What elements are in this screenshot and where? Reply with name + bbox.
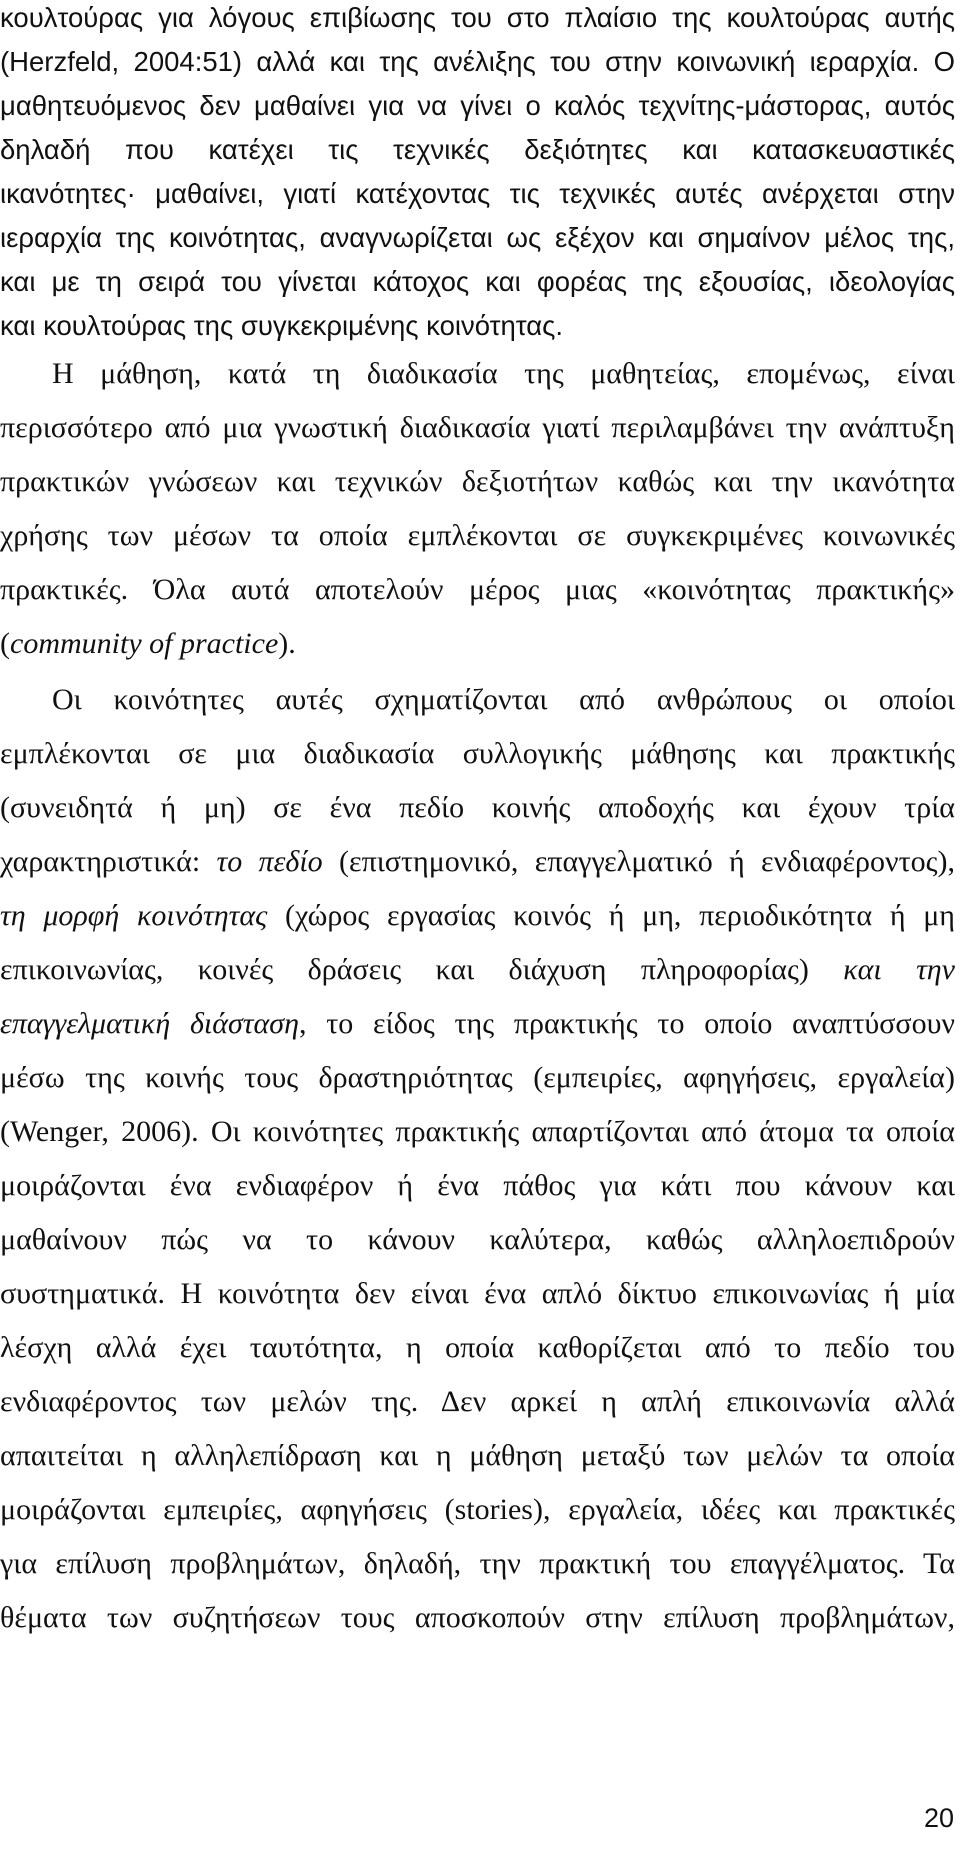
p3-line-3: (συνειδητά ή μη) σε ένα πεδίο κοινής αποδοχής και έχουν τρία <box>0 791 955 824</box>
p3-line-14: ενδιαφέροντος των μελών της. Δεν αρκεί η απλή επικοινωνία αλλά <box>0 1385 955 1418</box>
p3-line-5 <box>0 898 955 934</box>
p3-line-16: μοιράζονται εμπειρίες, αφηγήσεις (stories), εργαλεία, ιδέες και πρακτικές <box>0 1493 955 1526</box>
p3-line-7-b: , το είδος της πρακτικής το οποίο αναπτύσσουν <box>298 1007 955 1040</box>
p1-line-8: και κουλτούρας της συγκεκριμένης κοινότητας. <box>0 310 564 341</box>
p1-line-7: και με τη σειρά του γίνεται κάτοχος και φορέας της εξουσίας, ιδεολογίας <box>0 266 955 297</box>
p1-line-4: δηλαδή που κατέχει τις τεχνικές δεξιότητες και κατασκευαστικές <box>0 134 955 165</box>
p3-line-5-b: (χώρος εργασίας κοινός ή μη, περιοδικότητα ή μη <box>267 899 955 932</box>
p3-line-6-a: επικοινωνίας, κοινές δράσεις και διάχυση πληροφορίας) <box>0 953 844 986</box>
page-number: 20 <box>923 1803 954 1833</box>
p3-line-18: θέματα των συζητήσεων τους αποσκοπούν στην επίλυση προβλημάτων, <box>0 1601 955 1634</box>
p2-line-6-open: ( <box>0 627 10 660</box>
p2-line-6-close: ). <box>278 627 296 660</box>
p3-line-4-italic: το πεδίο <box>216 845 323 878</box>
p2-line-5: πρακτικές. Όλα αυτά αποτελούν μέρος μιας «κοινότητας πρακτικής» <box>0 573 955 606</box>
p3-line-8: μέσω της κοινής τους δραστηριότητας (εμπειρίες, αφηγήσεις, εργαλεία) <box>0 1061 955 1094</box>
p2-line-1: Η μάθηση, κατά τη διαδικασία της μαθητείας, επομένως, είναι <box>52 357 955 390</box>
p2-line-4: χρήσης των μέσων τα οποία εμπλέκονται σε συγκεκριμένες κοινωνικές <box>0 519 955 552</box>
p2-line-2: περισσότερο από μια γνωστική διαδικασία γιατί περιλαμβάνει την ανάπτυξη <box>0 411 955 444</box>
p2-line-6-italic: community of practice <box>10 627 279 660</box>
p1-line-5: ικανότητες· μαθαίνει, γιατί κατέχοντας τις τεχνικές αυτές ανέρχεται στην <box>0 178 955 209</box>
p3-line-13: λέσχη αλλά έχει ταυτότητα, η οποία καθορίζεται από το πεδίο του <box>0 1331 955 1364</box>
p3-line-6 <box>0 952 955 988</box>
p1-line-3: μαθητευόμενος δεν μαθαίνει για να γίνει ο καλός τεχνίτης-μάστορας, αυτός <box>0 90 955 121</box>
p3-line-9: (Wenger, 2006). Οι κοινότητες πρακτικής απαρτίζονται από άτομα τα οποία <box>0 1115 955 1148</box>
p3-line-10: μοιράζονται ένα ενδιαφέρον ή ένα πάθος για κάτι που κάνουν και <box>0 1169 955 1202</box>
p3-line-4-a: χαρακτηριστικά: <box>0 845 217 878</box>
p2-line-3: πρακτικών γνώσεων και τεχνικών δεξιοτήτων καθώς και την ικανότητα <box>0 465 955 498</box>
p3-line-12: συστηματικά. Η κοινότητα δεν είναι ένα απλό δίκτυο επικοινωνίας ή μία <box>0 1277 955 1310</box>
p1-line-6: ιεραρχία της κοινότητας, αναγνωρίζεται ως εξέχον και σημαίνον μέλος της, <box>0 222 955 253</box>
p3-line-7-italic: επαγγελματική διάσταση <box>0 1007 299 1040</box>
p1-line-1: κουλτούρας για λόγους επιβίωσης του στο πλαίσιο της κουλτούρας αυτής <box>0 2 955 33</box>
p3-line-17: για επίλυση προβλημάτων, δηλαδή, την πρακτική του επαγγέλματος. Τα <box>0 1547 955 1580</box>
p3-line-4-b: (επιστημονικό, επαγγελματικό ή ενδιαφέροντος), <box>322 845 955 878</box>
p3-line-2: εμπλέκονται σε μια διαδικασία συλλογικής μάθησης και πρακτικής <box>0 737 955 770</box>
p3-line-1: Οι κοινότητες αυτές σχηματίζονται από ανθρώπους οι οποίοι <box>52 683 955 716</box>
p1-line-2: (Herzfeld, 2004:51) αλλά και της ανέλιξης του στην κοινωνική ιεραρχία. Ο <box>0 46 955 77</box>
p3-line-7 <box>0 1006 955 1042</box>
p3-line-4 <box>0 844 955 880</box>
p3-line-15: απαιτείται η αλληλεπίδραση και η μάθηση μεταξύ των μελών τα οποία <box>0 1439 955 1472</box>
p3-line-6-italic: και την <box>843 953 955 986</box>
p3-line-5-italic: τη μορφή κοινότητας <box>0 899 268 932</box>
p2-line-6 <box>0 626 955 662</box>
p3-line-11: μαθαίνουν πώς να το κάνουν καλύτερα, καθώς αλληλοεπιδρούν <box>0 1223 955 1256</box>
